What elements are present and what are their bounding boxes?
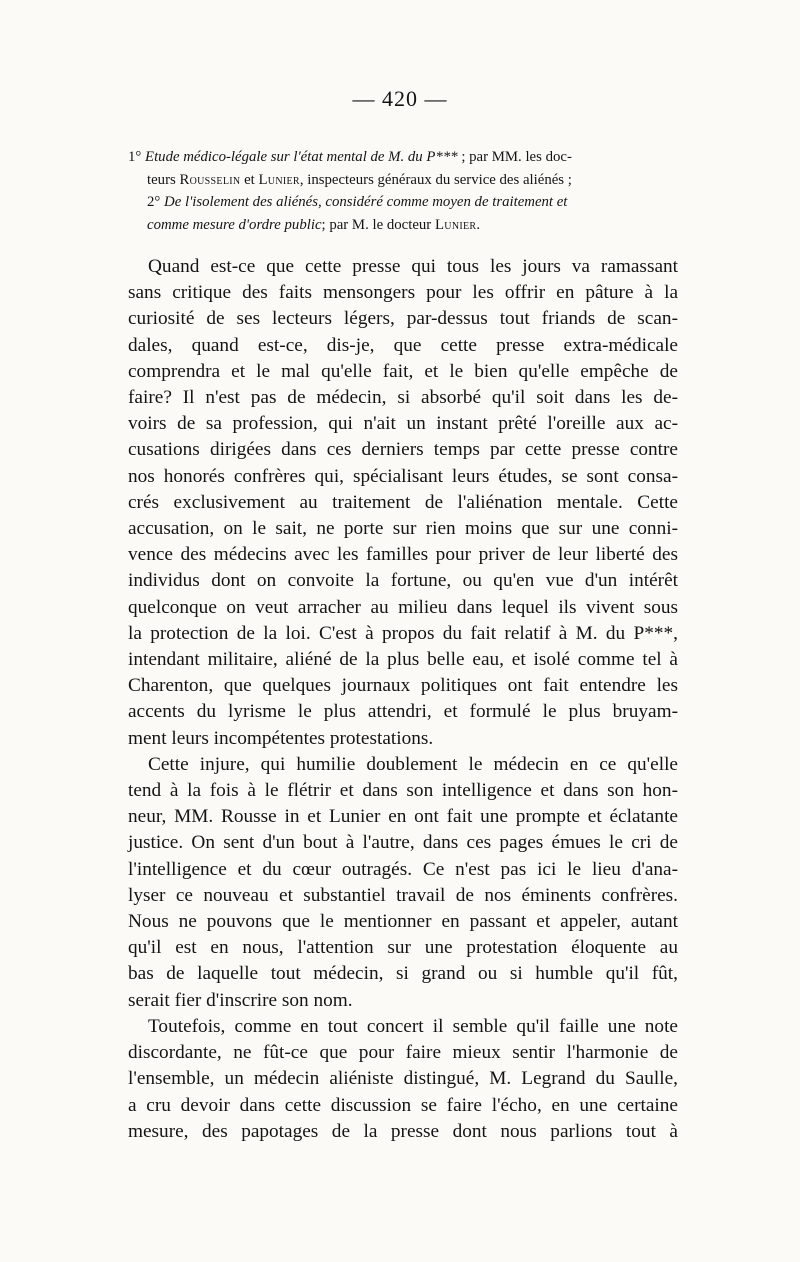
page-number: — 420 — [352,86,448,111]
text-line: l'ensemble, un médecin aliéniste distingué, M. Legrand du Saulle, [128,1068,678,1090]
text-line: discordante, ne fût-ce que pour faire mieux sentir l'harmonie de [128,1042,678,1064]
text-line: la protection de la loi. C'est à propos du fait relatif à M. du P***, [128,622,678,644]
text-line: individus dont on convoite la fortune, ou qu'en vue d'un intérêt [128,570,678,592]
reference-item-1-continued [128,169,676,192]
author-name: Lunier [258,171,300,188]
reference-number: 1° [128,149,142,165]
reference-text: teurs [147,171,176,188]
text-line: Toutefois, comme en tout concert il semble qu'il faille une note [148,1015,678,1037]
reference-text: ; par M. le docteur [321,216,432,233]
text-line: qu'il est en nous, l'attention sur une protestation éloquente au [128,937,678,959]
author-name: Lunier [434,216,477,233]
reference-number: 2° [147,194,161,211]
text-line: dales, quand est-ce, dis-je, que cette presse extra-médicale [128,334,678,356]
text-line: tend à la fois à le flétrir et dans son intelligence et dans son hon- [128,780,678,802]
text-line: justice. On sent d'un bout à l'autre, dans ces pages émues le cri de [128,832,678,854]
reference-text: ; par MM. les doc- [461,149,572,165]
text-line: Quand est-ce que cette presse qui tous les jours va ramassant [148,256,678,277]
text-line: lyser ce nouveau et substantiel travail de nos éminents confrères. [128,884,678,906]
bibliographic-references [128,146,676,236]
reference-title: Etude médico-légale sur l'état mental de M. du P*** [145,149,458,165]
reference-text: . [476,216,481,233]
text-line: sans critique des faits mensongers pour les offrir en pâture à la [128,282,678,304]
text-line: vence des médecins avec les familles pour priver de leur liberté des [128,544,678,566]
body-text [128,254,678,1145]
paragraph-1 [128,254,678,752]
reference-title: De l'isolement des aliénés, considéré comme moyen de traitement et [164,194,568,211]
text-line: ment leurs incompétentes protestations. [128,727,434,749]
text-line: crés exclusivement au traitement de l'aliénation mentale. Cette [128,491,678,513]
reference-text: , inspecteurs généraux du service des aliénés ; [299,171,572,188]
paragraph-2 [128,752,678,1014]
paragraph-3 [128,1014,678,1145]
reference-title: comme mesure d'ordre public [147,216,322,233]
reference-item-2-continued [128,214,676,237]
text-line: Cette injure, qui humilie doublement le médecin en ce qu'elle [148,753,678,775]
text-line: accents du lyrisme le plus attendri, et formulé le plus bruyam- [128,701,678,723]
text-line: quelconque on veut arracher au milieu dans lequel ils vivent sous [128,596,678,618]
text-line: cusations dirigées dans ces derniers temps par cette presse contre [128,439,678,461]
text-line: serait fier d'inscrire son nom. [128,989,353,1011]
text-line: nos honorés confrères qui, spécialisant leurs études, se sont consa- [128,465,678,487]
text-line: faire? Il n'est pas de médecin, si absorbé qu'il soit dans les de- [128,387,678,409]
text-line: a cru devoir dans cette discussion se faire l'écho, en une certaine [128,1094,678,1116]
text-line: neur, MM. Rousse in et Lunier en ont fait une prompte et éclatante [128,806,678,828]
text-line: Charenton, que quelques journaux politiques ont fait entendre les [128,675,678,697]
text-line: curiosité de ses lecteurs légers, par-dessus tout friands de scan- [128,308,678,330]
text-line: Nous ne pouvons que le mentionner en passant et appeler, autant [128,911,678,933]
text-line: comprendra et le mal qu'elle fait, et le bien qu'elle empêche de [128,360,678,382]
reference-text: et [244,171,255,188]
text-line: intendant militaire, aliéné de la plus belle eau, et isolé comme tel à [128,649,678,671]
text-line: voirs de sa profession, qui n'ait un instant prêté l'oreille aux ac- [128,413,678,435]
text-line: l'intelligence et du cœur outragés. Ce n'est pas ici le lieu d'ana- [128,858,678,880]
text-line: bas de laquelle tout médecin, si grand ou si humble qu'il fût, [128,963,678,985]
reference-item-2 [128,191,676,214]
reference-item-1 [128,146,676,169]
text-line: accusation, on le sait, ne porte sur rien moins que sur une conni- [128,518,678,540]
author-name: Rousselin [179,171,241,188]
text-line: mesure, des papotages de la presse dont nous parlions tout à [128,1120,678,1142]
